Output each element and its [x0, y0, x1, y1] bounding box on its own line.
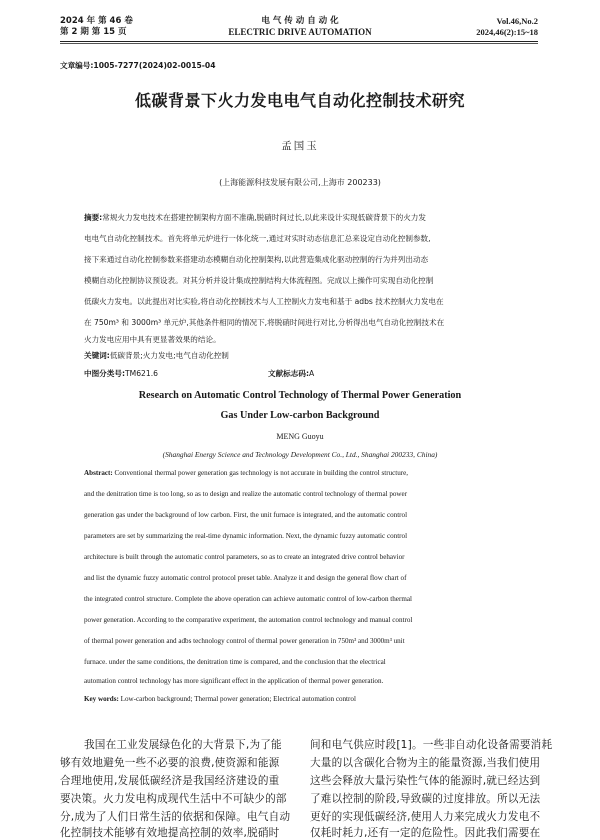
- classification: [84, 368, 158, 379]
- keywords-en: [84, 694, 356, 704]
- abstract-en-line: [84, 468, 408, 478]
- keywords-en-label: Key words:: [84, 695, 119, 703]
- affiliation-cn: (上海能源科技发展有限公司,上海市 200233): [219, 178, 381, 187]
- header-right-line2: 2024,46(2):15~18: [476, 27, 538, 37]
- abstract-en-line: of thermal power generation and adbs technology control of thermal power generation in 750m³ and 3000m³ unit: [84, 637, 405, 645]
- title-en-line2: Gas Under Low-carbon Background: [220, 410, 380, 421]
- abstract-en-line: architecture is built through the automatic control parameters, so as to create an integrated drive control behavior: [84, 553, 405, 561]
- body-left-line: 分,成为了人们日常生活的依据和保障。电气自动: [60, 811, 291, 823]
- abstract-en-text: Conventional thermal power generation gas technology is not accurate in building the control structure,: [114, 469, 409, 477]
- body-left-line: 化控制技术能够有效地提高控制的效率,脱硝时: [60, 827, 280, 839]
- body-right-line: 仅耗时耗力,还有一定的危险性。因此我们需要在: [310, 827, 541, 839]
- abstract-cn-label: 摘要:: [84, 213, 103, 222]
- abstract-en-label: Abstract:: [84, 469, 113, 477]
- article-number: 文章编号:1005-7277(2024)02-0015-04: [60, 61, 216, 70]
- abstract-en-line: parameters are set by summarizing the real-time dynamic information. Next, the dynamic fuzzy automatic control: [84, 532, 408, 540]
- header-issue: [430, 16, 538, 38]
- abstract-en-line: power generation. According to the comparative experiment, the automation control technology and manual control: [84, 616, 413, 624]
- abstract-en-line: automation control technology has more significant effect in the application of thermal power generation.: [84, 677, 384, 685]
- abstract-cn-line: 接下来通过自动化控制参数来搭建动态模糊自动化控制架构,以此营造集成化驱动控制的行为并列出动态: [84, 255, 429, 264]
- abstract-cn-line: 电电气自动化控制技术。首先将单元炉进行一体化统一,通过对实时动态信息汇总来设定自动化控制参数,: [84, 234, 431, 243]
- doc-code-label: 文献标志码:: [268, 369, 310, 378]
- body-left-line: 合理地使用,发展低碳经济是我国经济建设的重: [60, 775, 280, 787]
- header-rule: [60, 41, 538, 42]
- abstract-cn-line: 火力发电应用中具有更显著效果的结论。: [84, 335, 221, 344]
- header-rule-thin: [60, 43, 538, 44]
- abstract-cn-line: 低碳火力发电。以此提出对比实验,将自动化控制技术与人工控制火力发电和基于 adbs 技术控制火力发电在: [84, 297, 444, 306]
- header-left-line1: 2024 年 第 46 卷: [60, 16, 133, 26]
- author-cn: 孟国玉: [281, 140, 319, 152]
- body-right-line: 这些会释放大量污染性气体的能源时,就已经达到: [310, 775, 541, 787]
- header-journal-cn: 电 气 传 动 自 动 化: [261, 16, 339, 26]
- doc-code-value: A: [309, 369, 315, 378]
- keywords-cn: [84, 350, 229, 361]
- body-right-line: 更好的实现低碳经济,使用人力来完成火力发电不: [310, 811, 541, 823]
- author-en: MENG Guoyu: [276, 432, 324, 441]
- body-left-line: 够有效地避免一些不必要的浪费,使资源和能源: [60, 757, 280, 769]
- header-journal: [200, 16, 400, 38]
- abstract-cn-line: 模糊自动化控制协议预设表。对其分析并设计集成控制结构大体流程图。完成以上操作可实现自动化控制: [84, 276, 434, 285]
- header-volume: [60, 16, 133, 38]
- abstract-en-line: furnace. under the same conditions, the denitration time is compared, and the conclusion that the electrical: [84, 658, 386, 666]
- clc-value: TM621.6: [125, 369, 158, 378]
- body-left-line: 要决策。火力发电构成现代生活中不可缺少的部: [60, 793, 287, 805]
- document-code: [268, 368, 314, 379]
- abstract-en-line: the integrated control structure. Complete the above operation can achieve automatic control of low-carbon thermal: [84, 595, 412, 603]
- keywords-en-text: Low-carbon background; Thermal power generation; Electrical automation control: [120, 695, 356, 703]
- title-cn: 低碳背景下火力发电电气自动化控制技术研究: [134, 91, 465, 110]
- body-left-line: 我国在工业发展绿色化的大背景下,为了能: [84, 739, 282, 751]
- header-left-line2: 第 2 期 第 15 页: [60, 27, 127, 37]
- body-right-line: 间和电气供应时段[1]。一些非自动化设备需要消耗: [310, 739, 553, 751]
- abstract-cn-line: [84, 212, 426, 223]
- clc-label: 中图分类号:: [84, 369, 126, 378]
- affiliation-en: (Shanghai Energy Science and Technology Development Co., Ltd., Shanghai 200233, China): [162, 450, 438, 459]
- abstract-en-line: and list the dynamic fuzzy automatic control protocol preset table. Analyze it and design the general flow chart of: [84, 574, 407, 582]
- body-right-line: 大量的以含碳化合物为主的能量资源,当我们使用: [310, 757, 541, 769]
- header-journal-en: ELECTRIC DRIVE AUTOMATION: [228, 27, 372, 37]
- body-right-line: 了难以控制的阶段,导致碳的过度排放。所以无法: [310, 793, 541, 805]
- abstract-en-line: and the denitration time is too long, so as to design and realize the automatic control technology of thermal power: [84, 490, 408, 498]
- abstract-cn-line: 在 750m³ 和 3000m³ 单元炉,其他条件相同的情况下,将脱硝时间进行对比,分析得出电气自动化控制技术在: [84, 318, 445, 327]
- keywords-cn-label: 关键词:: [84, 351, 110, 360]
- keywords-cn-text: 低碳背景;火力发电;电气自动化控制: [109, 351, 229, 360]
- title-en-line1: Research on Automatic Control Technology of Thermal Power Generation: [138, 390, 462, 401]
- abstract-cn-text: 常规火力发电技术在搭建控制架构方面不准确,脱硝时间过长,以此来设计实现低碳背景下的火力发: [102, 213, 426, 222]
- header-right-line1: Vol.46,No.2: [496, 16, 538, 26]
- abstract-en-line: generation gas under the background of low carbon. First, the unit furnace is integrated, and the automatic control: [84, 511, 408, 519]
